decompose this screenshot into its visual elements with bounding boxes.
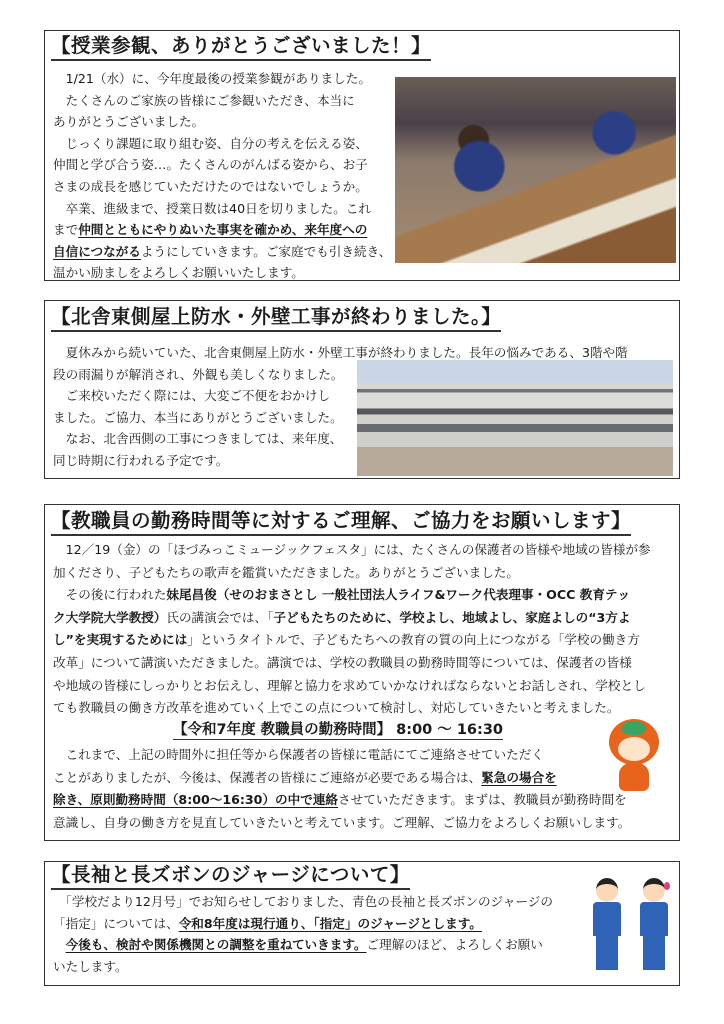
- text-segment: その後に行われた: [53, 587, 167, 603]
- underlined-text: 令和8年度は現行通り、「指定」のジャージとします。: [178, 915, 482, 931]
- section-roof-construction: [44, 300, 680, 479]
- text-line: [53, 934, 553, 956]
- working-hours-highlight: 【令和7年度 教職員の勤務時間】 8:00 ～ 16:30: [173, 722, 504, 738]
- text-line: [53, 219, 391, 241]
- section-title: 【長袖と長ズボンのジャージについて】: [51, 864, 410, 890]
- text-segment: ようにしていきます。ご家庭でも引き続き、: [140, 243, 392, 259]
- text-segment: 加くださり、子どもたちの歌声を鑑賞いただきました。ありがとうございました。: [53, 564, 519, 580]
- section-staff-working-hours: [44, 504, 680, 841]
- text-segment: まで: [53, 222, 79, 238]
- section-body: [53, 891, 553, 977]
- text-line: [53, 111, 391, 133]
- text-line: [53, 891, 553, 913]
- text-segment: たくさんのご家族の皆様にご参観いただき、本当に: [53, 92, 355, 108]
- underlined-text: 緊急の場合を: [481, 769, 557, 785]
- text-segment: なお、北舎西側の工事につきましては、来年度、: [53, 431, 343, 447]
- underlined-text: 自信につながる: [53, 243, 141, 259]
- text-line: [53, 90, 391, 112]
- section-title: 【北舎東側屋上防水・外壁工事が終わりました。】: [51, 306, 501, 332]
- text-line: [53, 812, 630, 835]
- school-building-photo: [357, 360, 673, 476]
- text-segment: や地域の皆様にしっかりとお伝えし、理解と協力を求めていかなければならないとお話しされ、学校とし: [53, 677, 646, 693]
- section-jersey: [44, 861, 680, 986]
- text-line: [53, 262, 391, 284]
- section-title: 【授業参観、ありがとうございました！】: [51, 35, 431, 61]
- text-segment: し”を実現するためには: [53, 632, 188, 648]
- text-line: [53, 562, 651, 585]
- text-segment: 「指定」については、: [53, 915, 179, 931]
- text-segment: 1/21（水）に、今年度最後の授業参観がありました。: [53, 71, 371, 86]
- text-line: [53, 241, 391, 263]
- text-line: [53, 68, 391, 90]
- underlined-text: 今後も、検討や関係機関との調整を重ねていきます。: [65, 937, 367, 953]
- text-line: [53, 539, 651, 562]
- section-body-continued: [53, 744, 630, 834]
- text-segment: [53, 937, 66, 952]
- text-segment: させていただきます。まずは、教職員が勤務時間を: [338, 792, 627, 808]
- text-segment: ことがありましたが、今後は、保護者の皆様にご連絡が必要である場合は、: [53, 769, 482, 785]
- text-segment: じっくり課題に取り組む姿、自分の考えを伝える姿、: [53, 135, 368, 151]
- girl-in-jersey-illustration: [637, 878, 671, 974]
- text-line: [53, 607, 651, 630]
- text-segment: さまの成長を感じていただけたのではないでしょうか。: [53, 178, 368, 194]
- text-line: [53, 744, 630, 767]
- mascot-illustration: [605, 719, 663, 793]
- text-line: [53, 913, 553, 935]
- text-line: [53, 198, 391, 220]
- text-segment: ました。ご協力、本当にありがとうございました。: [53, 409, 343, 425]
- text-segment: 子どもたちのために、学校よし、地域よし、家庭よしの“3方よ: [273, 609, 631, 625]
- text-segment: 同じ時期に行われる予定です。: [53, 452, 229, 468]
- section-body: [53, 68, 391, 284]
- text-line: [53, 652, 651, 675]
- underlined-text: 除き、原則勤務時間（8:00～16:30）の中で連絡: [53, 792, 339, 808]
- text-segment: ても教職員の働き方改革を進めていく上でこの点について検討し、対応していきたいと考えました。: [53, 700, 620, 716]
- text-line: [53, 133, 391, 155]
- text-segment: 意識し、自身の働き方を見直していきたいと考えています。ご理解、ご協力をよろしくお願いします。: [53, 814, 631, 830]
- text-line: [53, 584, 651, 607]
- text-line: [53, 176, 391, 198]
- text-segment: これまで、上記の時間外に担任等から保護者の皆様に電話にてご連絡させていただく: [53, 747, 544, 762]
- text-line: [53, 697, 651, 720]
- text-line: [53, 154, 391, 176]
- underlined-text: 仲間とともにやりぬいた事実を確かめ、来年度への: [78, 222, 368, 238]
- text-segment: ご来校いただく際には、大変ご不便をおかけし: [53, 388, 331, 404]
- text-segment: 段の雨漏りが解消され、外観も美しくなりました。: [53, 366, 344, 382]
- text-line: [53, 675, 651, 698]
- section-class-observation: [44, 30, 680, 281]
- classroom-photo: [395, 77, 676, 263]
- text-segment: いたします。: [53, 958, 128, 974]
- text-segment: 改革」について講演いただきました。講演では、学校の教職員の勤務時間等については、保護者の皆様: [53, 654, 632, 670]
- text-segment: ご理解のほど、よろしくお願い: [366, 937, 543, 953]
- boy-in-jersey-illustration: [590, 878, 624, 974]
- section-body: [53, 539, 651, 720]
- text-line: [53, 629, 651, 652]
- text-segment: ありがとうございました。: [53, 114, 205, 130]
- text-segment: 夏休みから続いていた、北舎東側屋上防水・外壁工事が終わりました。長年の悩みである、3階や階: [53, 345, 628, 360]
- text-segment: 仲間と学び合う姿…。たくさんのがんばる姿から、お子: [53, 157, 368, 173]
- text-segment: 「学校だより12月号」でお知らせしておりました、青色の長袖と長ズボンのジャージの: [53, 894, 553, 909]
- text-segment: ク大学院大学教授）: [53, 609, 167, 625]
- text-line: [53, 767, 630, 790]
- text-line: [53, 789, 630, 812]
- text-segment: 」というタイトルで、子どもたちへの教育の質の向上につながる「学校の働き方: [187, 632, 640, 648]
- text-segment: 卒業、進級まで、授業日数は40日を切りました。これ: [53, 200, 372, 216]
- text-segment: 氏の講演会では、「: [166, 609, 274, 625]
- section-title: 【教職員の勤務時間等に対するご理解、ご協力をお願いします】: [51, 510, 631, 536]
- text-segment: 妹尾昌俊（せのおまさとし 一般社団法人ライフ&ワーク代表理事・OCC 教育テッ: [166, 587, 631, 603]
- text-line: [53, 956, 553, 978]
- text-segment: 12／19（金）の「ほづみっこミュージックフェスタ」には、たくさんの保護者の皆様や地域の皆様が参: [53, 542, 651, 557]
- text-segment: 温かい励ましをよろしくお願いいたします。: [53, 265, 304, 281]
